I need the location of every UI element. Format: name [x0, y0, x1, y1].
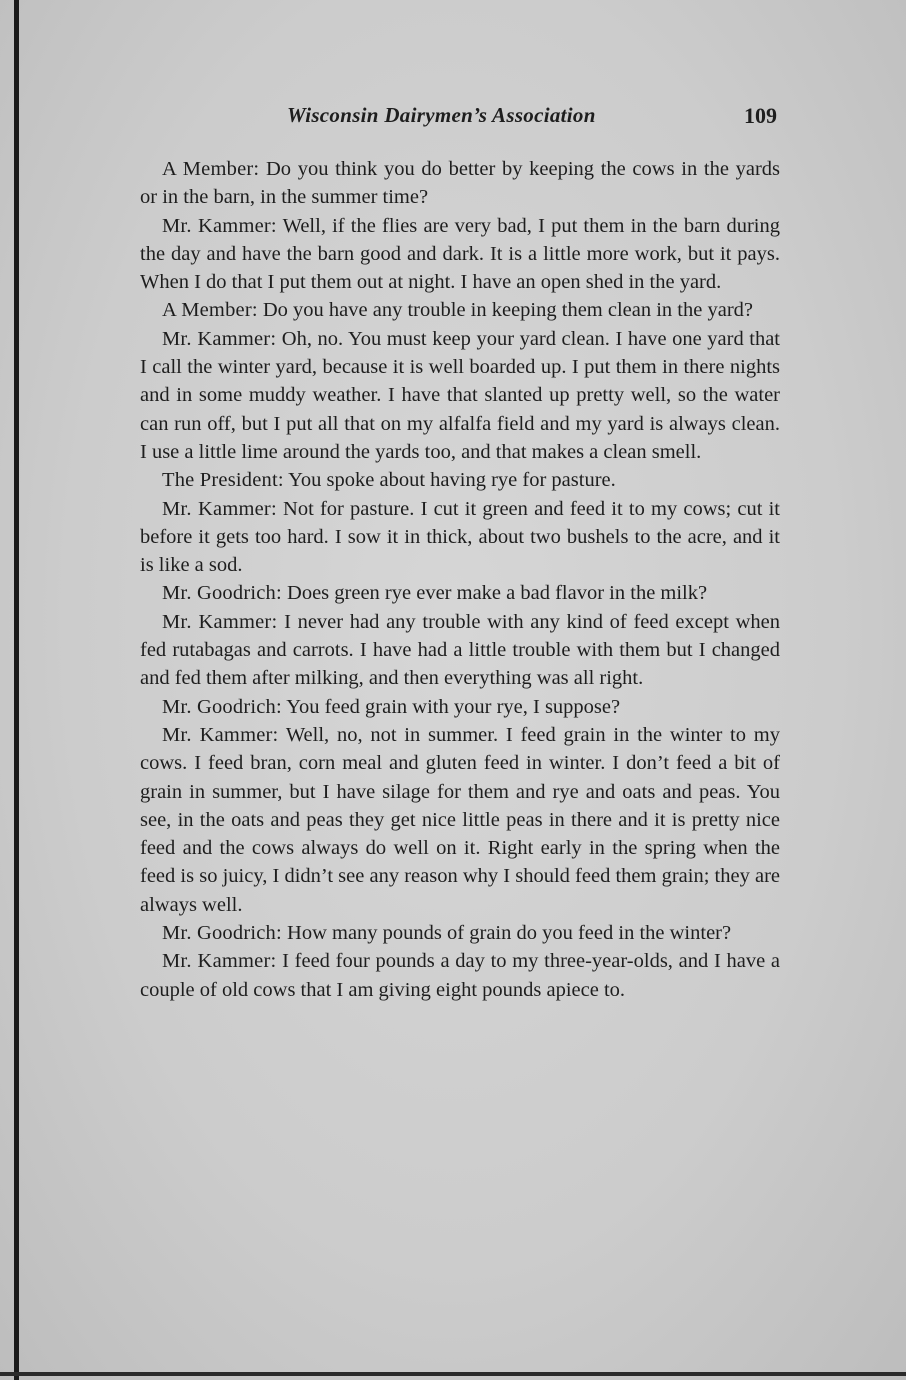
paragraph-text: Oh, no. You must keep your yard clean. I have one yard that I call the winter yard, because it is well boarded up. I put them in there nights and in some muddy weather. I have that slanted up pretty well, so the water can run off, but I put all that on my alfalfa field and my yard is always clean. I use a little lime around the yards too, and that makes a clean smell.	[140, 327, 781, 463]
speaker-label: Mr. Kammer:	[162, 723, 279, 746]
speaker-label: Mr. Goodrich:	[162, 695, 282, 718]
speaker-label: A Member:	[162, 158, 260, 180]
paragraph	[140, 608, 780, 693]
paragraph	[140, 947, 780, 1004]
paragraph-text: I never had any trouble with any kind of feed except when fed rutabagas and carrots. I have had a little trouble with them but I changed and fed them after milking, and then everything was all right.	[140, 610, 781, 690]
paragraph	[140, 296, 780, 324]
running-head: Wisconsin Dairymen’s Association	[287, 103, 596, 127]
speaker-label: Mr. Kammer:	[162, 950, 277, 973]
speaker-label: Mr. Goodrich:	[162, 582, 282, 605]
paragraph	[140, 693, 780, 721]
paragraph	[140, 579, 780, 607]
paragraph-text: Do you think you do better by keeping the cows in the yards or in the barn, in the summer time?	[140, 158, 781, 209]
bottom-edge	[0, 1372, 906, 1376]
speaker-label: The President:	[162, 469, 284, 492]
paragraph-text: I feed four pounds a day to my three-year-olds, and I have a couple of old cows that I am giving eight pounds apiece to.	[140, 950, 780, 1001]
paragraph	[140, 721, 780, 919]
speaker-label: Mr. Kammer:	[162, 610, 278, 633]
body-text	[140, 155, 780, 1004]
page-number: 109	[744, 103, 777, 128]
paragraph	[140, 212, 780, 297]
paragraph-text: Not for pasture. I cut it green and feed it to my cows; cut it before it gets too hard. I sow it in thick, about two bushels to the acre, and it is like a sod.	[140, 497, 781, 577]
paragraph	[140, 466, 780, 494]
speaker-label: A Member:	[162, 299, 258, 322]
paragraph	[140, 919, 780, 947]
paragraph-text: How many pounds of grain do you feed in the winter?	[287, 922, 732, 945]
paragraph-text: You feed grain with your rye, I suppose?	[286, 695, 621, 718]
page-header	[0, 103, 906, 133]
paragraph-text: Well, if the flies are very bad, I put them in the barn during the day and have the barn good and dark. It is a little more work, but it pays. When I do that I put them out at night. I have an open shed in the yard.	[140, 214, 780, 294]
paragraph-text: Does green rye ever make a bad flavor in the milk?	[287, 582, 708, 605]
speaker-label: Mr. Kammer:	[162, 214, 277, 237]
paragraph-text: Do you have any trouble in keeping them clean in the yard?	[262, 299, 754, 322]
paragraph	[140, 325, 780, 466]
speaker-label: Mr. Goodrich:	[162, 922, 282, 945]
binding-edge	[14, 0, 19, 1380]
paragraph-text: Well, no, not in summer. I feed grain in the winter to my cows. I feed bran, corn meal and gluten feed in winter. I don’t feed a bit of grain in summer, but I have silage for them and rye and oats and peas. You see, in the oats and peas they get nice little peas in there and it is pretty nice feed and the cows always do well on it. Right early in the spring when the feed is so juicy, I didn’t see any reason why I should feed them grain; they are always well.	[140, 723, 780, 916]
paragraph-text: You spoke about having rye for pasture.	[288, 469, 616, 492]
speaker-label: Mr. Kammer:	[162, 327, 277, 350]
paragraph	[140, 155, 780, 212]
paragraph	[140, 495, 780, 580]
speaker-label: Mr. Kammer:	[162, 497, 277, 520]
